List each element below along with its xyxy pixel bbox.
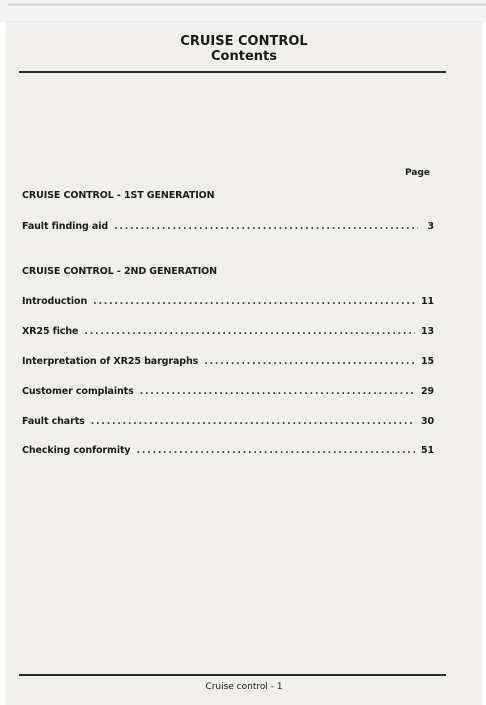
- page-header: [6, 34, 482, 64]
- leader-dots: [137, 445, 415, 456]
- toc-entry-page: 13: [420, 326, 434, 337]
- toc-entry[interactable]: [22, 296, 434, 307]
- leader-dots: [140, 386, 415, 397]
- section-title-2nd-generation: CRUISE CONTROL - 2ND GENERATION: [22, 266, 218, 277]
- toc-entry-label: Interpretation of XR25 bargraphs: [22, 356, 199, 367]
- toc-entry-label: Fault finding aid: [22, 221, 109, 232]
- toc-entry-label: Fault charts: [22, 416, 85, 427]
- toc-entry-label: XR25 fiche: [22, 326, 79, 337]
- toc-entry-page: 3: [427, 221, 434, 232]
- toc-entry-label: Introduction: [22, 296, 88, 307]
- leader-dots: [204, 356, 415, 367]
- leader-dots: [93, 296, 415, 307]
- page-column-label: Page: [405, 168, 430, 178]
- toc-entry-label: Customer complaints: [22, 386, 134, 397]
- page-footer: Cruise control - 1: [205, 682, 283, 692]
- toc-entry[interactable]: [22, 445, 434, 456]
- toc-entry-page: 29: [420, 386, 434, 397]
- leader-dots: [84, 326, 415, 337]
- page-subtitle: Contents: [211, 49, 277, 64]
- top-strip-line-shadow: [8, 5, 486, 6]
- toc-entry[interactable]: [22, 356, 434, 367]
- toc-entry-label: Checking conformity: [22, 445, 131, 456]
- footer-rule: [19, 674, 446, 676]
- toc-entry[interactable]: [22, 386, 434, 397]
- toc-entry[interactable]: [22, 416, 434, 427]
- toc-entry-page: 15: [420, 356, 434, 367]
- leader-dots: [91, 416, 415, 427]
- toc-entry[interactable]: [22, 326, 434, 337]
- header-rule: [19, 71, 446, 73]
- page-title: CRUISE CONTROL: [180, 34, 308, 49]
- toc-entry[interactable]: [22, 221, 434, 232]
- section-title-1st-generation: CRUISE CONTROL - 1ST GENERATION: [22, 190, 215, 201]
- leader-dots: [114, 221, 418, 232]
- toc-entry-page: 11: [420, 296, 434, 307]
- top-strip: [0, 0, 486, 22]
- toc-entry-page: 51: [420, 445, 434, 456]
- document-page: [6, 22, 482, 705]
- toc-entry-page: 30: [420, 416, 434, 427]
